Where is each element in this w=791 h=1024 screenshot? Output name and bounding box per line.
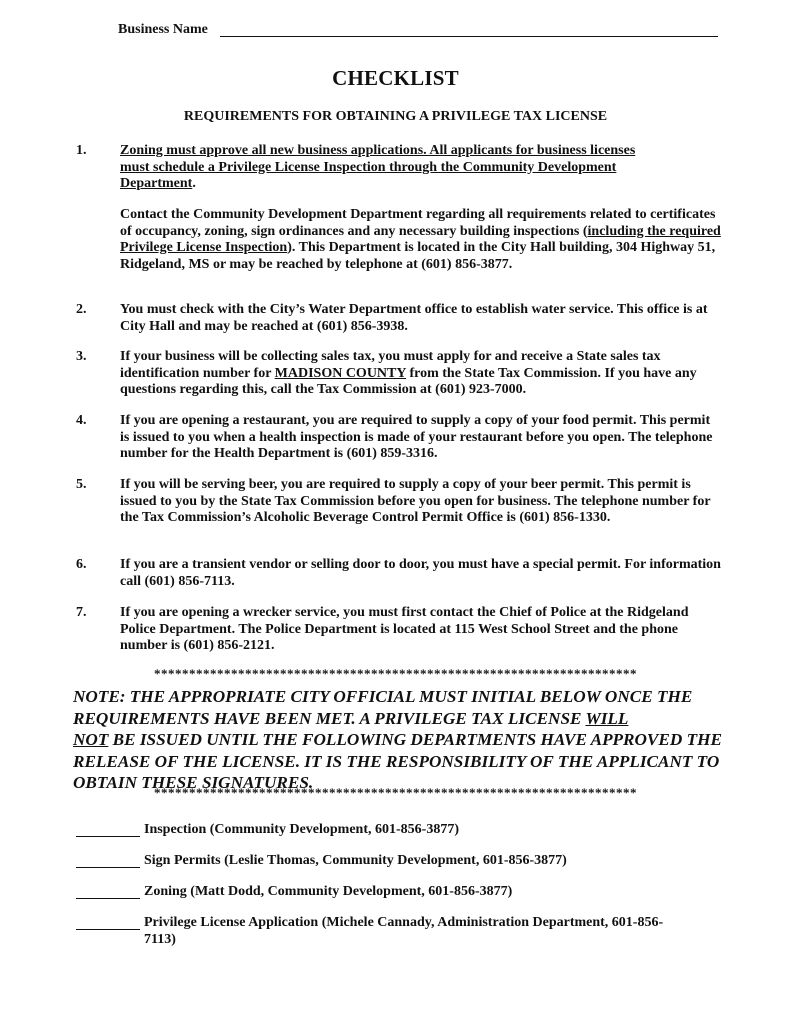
item-1-line-2: must schedule a Privilege License Inspection through the Community Development [120, 159, 617, 175]
initial-blank[interactable] [76, 836, 140, 837]
item-number: 5. [76, 477, 87, 492]
signoff-label: Privilege License Application (Michele Cannady, Administration Department, 601-856-7113) [144, 915, 664, 947]
item-1-line-3: Department [120, 176, 193, 191]
item-number: 3. [76, 349, 87, 364]
signoff-label: Zoning (Matt Dodd, Community Development, 601-856-3877) [144, 884, 513, 899]
business-name-field[interactable] [220, 36, 718, 37]
initial-blank[interactable] [76, 867, 140, 868]
item-3-county: MADISON COUNTY [274, 365, 406, 381]
item-1-para-2-b: (including the required Privilege License Inspection [120, 223, 721, 255]
note-part-1: NOTE: THE APPROPRIATE CITY OFFICIAL MUST INITIAL BELOW ONCE THE REQUIREMENTS HAVE BEEN MET. A PRIVILEGE TAX LICENSE [73, 687, 693, 728]
initial-blank[interactable] [76, 898, 140, 899]
item-1-para-2-a: Contact the Community Development Department regarding all requirements related to certificates of occupancy, zoning, sign ordinances and any necessary building inspections [120, 207, 716, 239]
item-1-line-3-tail: . [192, 176, 196, 191]
list-item: You must check with the City’s Water Department office to establish water service. This office is at City Hall and may be reached at (601) 856-3938. [120, 302, 708, 334]
item-3-text-c: from the State Tax Commission. If you have any questions regarding this, call the Tax Commission at (601) 923-7000. [120, 365, 697, 397]
list-item: If you are opening a wrecker service, you must first contact the Chief of Police at the Ridgeland Police Department. The Police Department is located at 115 West School Street and the phone number is (601) 856-2121. [120, 605, 689, 653]
list-item: If you are opening a restaurant, you are required to supply a copy of your food permit. This permit is issued to you when a health inspection is made of your restaurant before you open. The telephone number for the Health Department is (601) 859-3316. [120, 413, 713, 461]
note-will: WILL [585, 708, 629, 728]
item-number: 1. [76, 143, 87, 158]
item-number: 6. [76, 557, 87, 572]
list-item: If you will be serving beer, you are required to supply a copy of your beer permit. This permit is issued to you by the State Tax Commission before you open for business. The telephone number for the Tax Commission’s Alcoholic Beverage Control Permit Office is (601) 856-1330. [120, 477, 711, 525]
item-1-line-1: Zoning must approve all new business applications. All applicants for business licenses [120, 143, 636, 158]
star-divider-bottom: ********************************************************************* [154, 785, 637, 800]
item-3-text-a: If your business will be collecting sales tax, you must apply for and receive a State sales tax identification number for [120, 349, 661, 381]
item-1-paragraph-2 [120, 207, 722, 273]
note-block [73, 686, 723, 794]
note-part-2: BE ISSUED UNTIL THE FOLLOWING DEPARTMENTS HAVE APPROVED THE RELEASE OF THE LICENSE. IT IS THE RESPONSIBILITY OF THE APPLICANT TO OBTAIN THESE SIGNATURES. [73, 730, 722, 792]
list-item: If you are a transient vendor or selling door to door, you must have a special permit. For information call (601) 856-7113. [120, 557, 721, 589]
initial-blank[interactable] [76, 929, 140, 930]
item-number: 4. [76, 413, 87, 428]
note-not: NOT [73, 730, 109, 749]
list-item [120, 143, 722, 193]
star-divider-top: ********************************************************************* [154, 666, 637, 681]
business-name-label: Business Name [118, 22, 208, 37]
list-item [120, 349, 722, 399]
item-number: 7. [76, 605, 87, 620]
item-1-para-2-c: ). This Department is located in the City Hall building, 304 Highway 51, Ridgeland, MS or may be reached by telephone at (601) 856-3877. [120, 240, 716, 272]
item-number: 2. [76, 302, 87, 317]
signoff-label: Sign Permits (Leslie Thomas, Community Development, 601-856-3877) [144, 853, 567, 868]
page-title: CHECKLIST [332, 66, 459, 90]
signoff-label: Inspection (Community Development, 601-856-3877) [144, 822, 459, 837]
page-subtitle: REQUIREMENTS FOR OBTAINING A PRIVILEGE TAX LICENSE [183, 109, 608, 124]
